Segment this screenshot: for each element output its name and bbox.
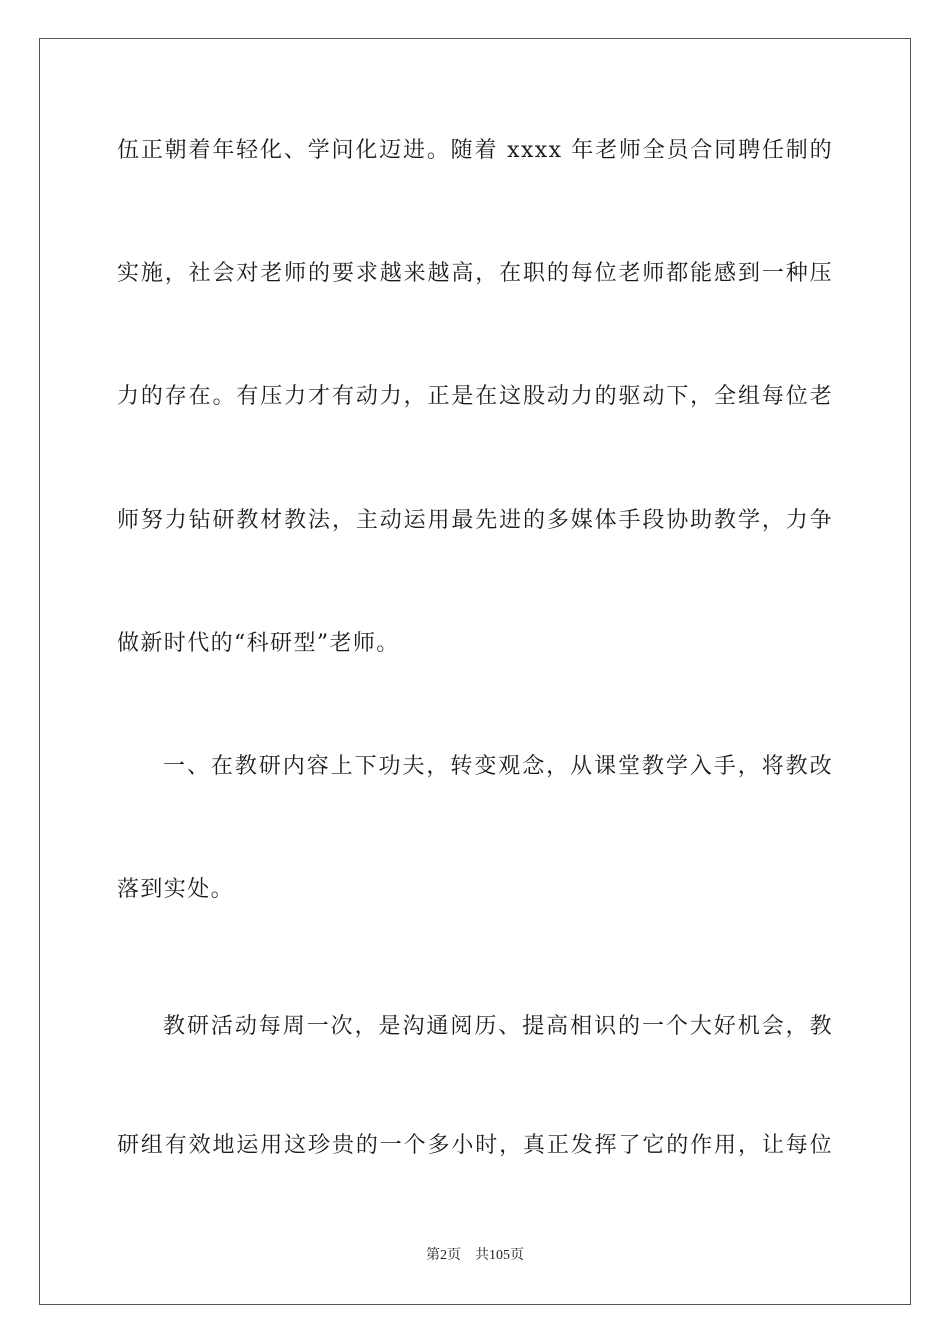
page-footer <box>0 1246 950 1266</box>
text-line-1: 伍正朝着年轻化、学问化迈进。随着 xxxx 年老师全员合同聘任制的 <box>117 138 833 163</box>
total-pages: 共105页 <box>475 1248 524 1263</box>
text-line-2: 实施，社会对老师的要求越来越高，在职的每位老师都能感到一种压 <box>117 261 833 286</box>
text-line-3: 力的存在。有压力才有动力，正是在这股动力的驱动下，全组每位老 <box>117 384 833 409</box>
section-heading-line-1: 一、在教研内容上下功夫，转变观念，从课堂教学入手，将教改 <box>163 754 833 779</box>
text-line-8: 教研活动每周一次，是沟通阅历、提高相识的一个大好机会，教 <box>163 1014 833 1039</box>
text-line-9: 研组有效地运用这珍贵的一个多小时，真正发挥了它的作用，让每位 <box>117 1133 833 1158</box>
text-line-4: 师努力钻研教材教法，主动运用最先进的多媒体手段协助教学，力争 <box>117 508 833 533</box>
text-line-5: 做新时代的“科研型”老师。 <box>117 631 400 656</box>
page-border <box>39 38 911 1305</box>
page-number: 第2页 <box>426 1248 461 1263</box>
section-heading-line-2: 落到实处。 <box>117 877 235 902</box>
